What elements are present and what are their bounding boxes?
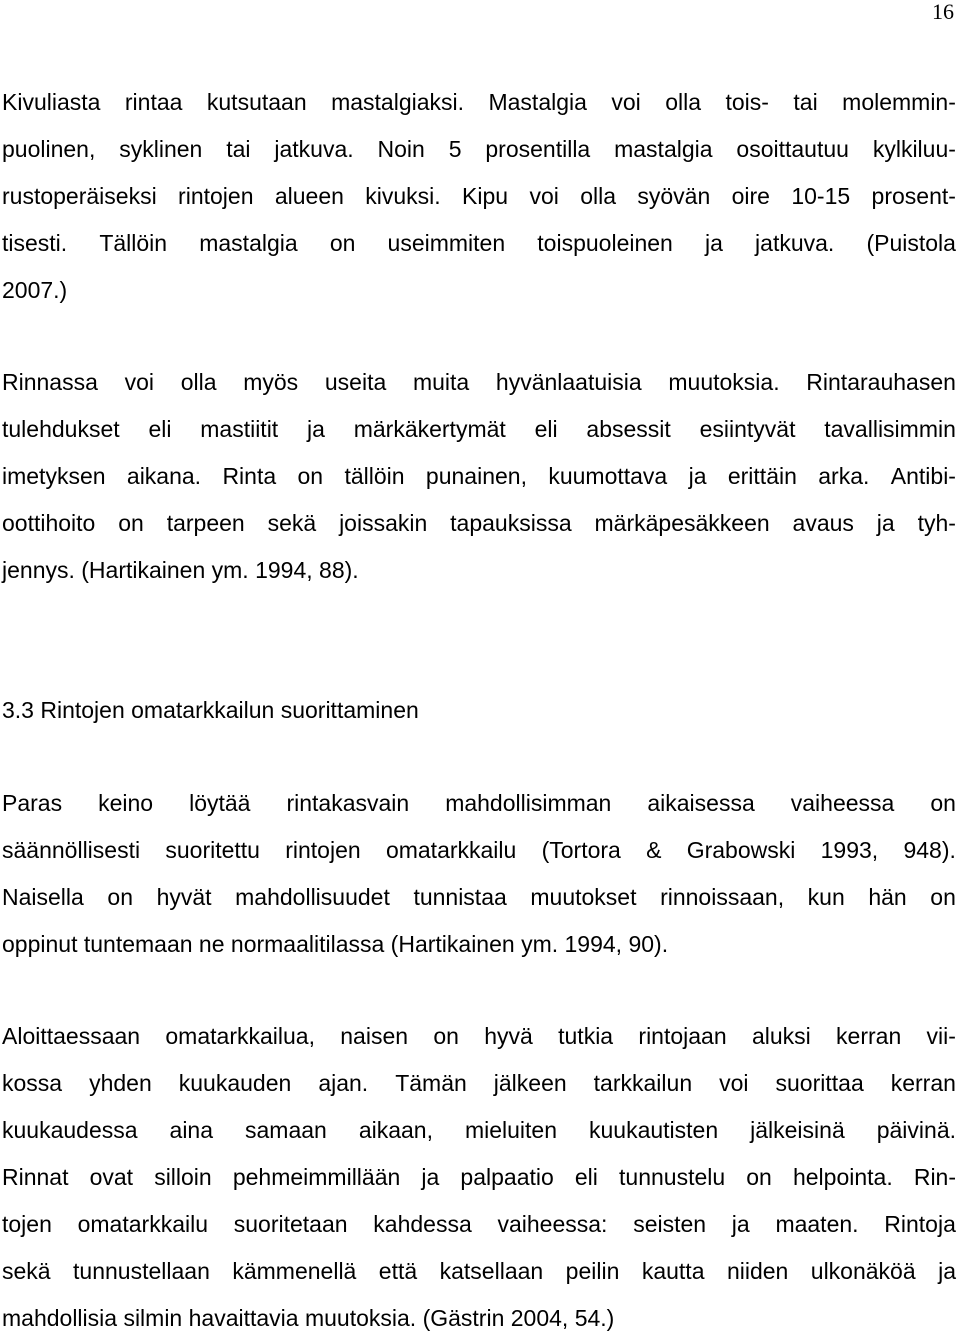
text-line: 2007.)	[2, 277, 68, 303]
word: aikaan,	[358, 1117, 433, 1143]
word: hyvä	[484, 1023, 533, 1049]
word: avaus	[792, 510, 854, 536]
word: &	[646, 837, 662, 863]
text-line	[2, 836, 956, 864]
word: mahdollisimman	[445, 790, 612, 816]
text-line	[2, 415, 956, 443]
word: kivuksi.	[365, 183, 441, 209]
word: myös	[243, 369, 299, 395]
word: peilin	[565, 1258, 620, 1284]
word: 5	[448, 136, 462, 162]
word: kämmenellä	[232, 1258, 357, 1284]
word: kutsutaan	[206, 89, 307, 115]
word: aikaisessa	[647, 790, 755, 816]
word: prosent-	[871, 183, 956, 209]
word: eli	[534, 416, 558, 442]
word: vaiheessa	[790, 790, 895, 816]
word: on	[297, 463, 324, 489]
text-line	[2, 509, 956, 537]
word: kossa	[2, 1070, 63, 1096]
word: tunnistaa	[413, 884, 507, 910]
word: aina	[169, 1117, 214, 1143]
word: ajan.	[318, 1070, 369, 1096]
word: kuukauden	[178, 1070, 292, 1096]
word: rustoperäiseksi	[2, 183, 157, 209]
word: on	[329, 230, 356, 256]
word: voi	[124, 369, 154, 395]
text-line	[2, 135, 956, 163]
word: alueen	[274, 183, 344, 209]
word: muutokset	[530, 884, 637, 910]
word: Tämän	[395, 1070, 467, 1096]
text-line	[2, 1210, 956, 1238]
word: rintojen	[178, 183, 254, 209]
word: olla	[580, 183, 617, 209]
text-line	[2, 462, 956, 490]
word: tisesti.	[2, 230, 68, 256]
word: vii-	[926, 1023, 956, 1049]
word: tai	[226, 136, 251, 162]
word: useimmiten	[387, 230, 506, 256]
word: olla	[665, 89, 702, 115]
word: 1993,	[820, 837, 879, 863]
word: rintaa	[124, 89, 183, 115]
word: märkäpesäkkeen	[594, 510, 770, 536]
word: kuukaudessa	[2, 1117, 138, 1143]
word: maaten.	[775, 1211, 859, 1237]
word: syövän	[637, 183, 711, 209]
text-line	[2, 1116, 956, 1144]
word: puolinen,	[2, 136, 96, 162]
word: Rinta	[222, 463, 277, 489]
word: kautta	[641, 1258, 705, 1284]
word: silloin	[154, 1164, 212, 1190]
word: kuumottava	[548, 463, 668, 489]
word: rintakasvain	[286, 790, 410, 816]
word: kerran	[836, 1023, 902, 1049]
word: mastalgia	[614, 136, 713, 162]
text-line	[2, 368, 956, 396]
word: on	[107, 884, 133, 910]
word: sekä	[2, 1258, 51, 1284]
word: jälkeen	[493, 1070, 567, 1096]
word: imetyksen	[2, 463, 106, 489]
text-line: oppinut tuntemaan ne normaalitilassa (Hartikainen ym. 1994, 90).	[2, 931, 669, 957]
word: ja	[731, 1211, 750, 1237]
text-line	[2, 1069, 956, 1097]
word: rintojaan	[638, 1023, 727, 1049]
word: molemmin-	[842, 89, 956, 115]
text-line	[2, 789, 956, 817]
word: omatarkkailu	[77, 1211, 208, 1237]
word: ulkonäköä	[810, 1258, 916, 1284]
word: kun	[807, 884, 845, 910]
word: ja	[307, 416, 325, 442]
word: joissakin	[339, 510, 428, 536]
word: jatkuva.	[274, 136, 354, 162]
word: jälkeisinä	[750, 1117, 845, 1143]
word: omatarkkailu	[385, 837, 517, 863]
word: tarkkailun	[593, 1070, 693, 1096]
word: niiden	[726, 1258, 789, 1284]
word: voi	[719, 1070, 749, 1096]
word: Rin-	[913, 1164, 956, 1190]
word: tunnustelu	[619, 1164, 726, 1190]
word: Rintoja	[884, 1211, 956, 1237]
text-line	[2, 1257, 956, 1285]
word: mastalgiaksi.	[331, 89, 465, 115]
word: kahdessa	[373, 1211, 472, 1237]
word: suorittaa	[775, 1070, 864, 1096]
word: Rinnassa	[2, 369, 98, 395]
word: naisen	[340, 1023, 409, 1049]
word: kylkiluu-	[872, 136, 956, 162]
word: absessit	[586, 416, 671, 442]
word: toispuoleinen	[537, 230, 673, 256]
word: Kivuliasta	[2, 89, 101, 115]
word: 948).	[903, 837, 956, 863]
word: kerran	[890, 1070, 956, 1096]
word: erittäin	[727, 463, 797, 489]
word: on	[930, 884, 956, 910]
word: hän	[868, 884, 907, 910]
word: on	[930, 790, 956, 816]
word: seisten	[633, 1211, 707, 1237]
word: tai	[793, 89, 818, 115]
word: vaiheessa:	[497, 1211, 608, 1237]
word: tyh-	[917, 510, 956, 536]
word: suoritettu	[165, 837, 260, 863]
word: Rinnat	[2, 1164, 69, 1190]
word: hyvänlaatuisia	[495, 369, 642, 395]
word: muutoksia.	[668, 369, 780, 395]
word: Grabowski	[686, 837, 796, 863]
word: osoittautuu	[736, 136, 849, 162]
word: punainen,	[425, 463, 527, 489]
word: useita	[324, 369, 387, 395]
word: oottihoito	[2, 510, 96, 536]
word: Paras	[2, 790, 63, 816]
word: tapauksissa	[450, 510, 572, 536]
word: ja	[421, 1164, 440, 1190]
word: Naisella	[2, 884, 84, 910]
word: ja	[938, 1258, 956, 1284]
word: Antibi-	[890, 463, 956, 489]
word: (Puistola	[866, 230, 956, 256]
word: mahdollisuudet	[235, 884, 390, 910]
word: suoritetaan	[233, 1211, 348, 1237]
word: Kipu	[462, 183, 509, 209]
word: 10-15	[791, 183, 851, 209]
word: katsellaan	[439, 1258, 544, 1284]
word: prosentilla	[485, 136, 591, 162]
word: Aloittaessaan	[2, 1023, 141, 1049]
word: sekä	[267, 510, 317, 536]
word: jatkuva.	[755, 230, 835, 256]
word: tutkia	[558, 1023, 614, 1049]
word: ja	[688, 463, 707, 489]
word: aikana.	[126, 463, 202, 489]
word: eli	[574, 1164, 598, 1190]
word: Noin	[377, 136, 425, 162]
word: oire	[731, 183, 770, 209]
text-line	[2, 1022, 956, 1050]
word: märkäkertymät	[353, 416, 506, 442]
word: helpointa.	[792, 1164, 893, 1190]
word: rinnoissaan,	[660, 884, 785, 910]
word: tulehdukset	[2, 416, 120, 442]
word: voi	[611, 89, 641, 115]
word: päivinä.	[876, 1117, 956, 1143]
word: tarpeen	[166, 510, 245, 536]
word: tällöin	[344, 463, 405, 489]
word: tavallisimmin	[824, 416, 956, 442]
word: palpaatio	[460, 1164, 554, 1190]
text-line	[2, 229, 956, 257]
word: Tällöin	[99, 230, 168, 256]
word: (Tortora	[541, 837, 621, 863]
word: mastiitit	[200, 416, 279, 442]
page-number: 16	[932, 0, 954, 24]
text-line	[2, 182, 956, 210]
word: omatarkkailua,	[165, 1023, 315, 1049]
word: arka.	[818, 463, 870, 489]
word: ja	[705, 230, 723, 256]
text-line: jennys. (Hartikainen ym. 1994, 88).	[2, 557, 359, 583]
word: olla	[180, 369, 217, 395]
word: Rintarauhasen	[806, 369, 956, 395]
word: tunnustellaan	[73, 1258, 210, 1284]
word: ovat	[89, 1164, 134, 1190]
text-line	[2, 883, 956, 911]
word: on	[433, 1023, 459, 1049]
word: samaan	[245, 1117, 327, 1143]
word: on	[118, 510, 144, 536]
word: löytää	[189, 790, 251, 816]
word: mastalgia	[199, 230, 298, 256]
word: mieluiten	[464, 1117, 558, 1143]
word: eli	[148, 416, 172, 442]
word: ja	[876, 510, 895, 536]
word: tojen	[2, 1211, 52, 1237]
word: säännöllisesti	[2, 837, 141, 863]
section-heading: 3.3 Rintojen omatarkkailun suorittaminen	[2, 697, 419, 723]
word: hyvät	[156, 884, 212, 910]
word: Mastalgia	[488, 89, 587, 115]
word: voi	[529, 183, 559, 209]
word: rintojen	[285, 837, 361, 863]
text-line	[2, 1163, 956, 1191]
word: muita	[412, 369, 470, 395]
word: pehmeimmillään	[232, 1164, 401, 1190]
word: on	[746, 1164, 772, 1190]
text-line	[2, 88, 956, 116]
text-line: mahdollisia silmin havaittavia muutoksia. (Gästrin 2004, 54.)	[2, 1305, 615, 1331]
word: tois-	[725, 89, 769, 115]
word: yhden	[89, 1070, 152, 1096]
word: kuukautisten	[589, 1117, 719, 1143]
word: että	[378, 1258, 418, 1284]
word: keino	[98, 790, 154, 816]
word: esiintyvät	[699, 416, 796, 442]
word: aluksi	[751, 1023, 811, 1049]
word: syklinen	[119, 136, 203, 162]
